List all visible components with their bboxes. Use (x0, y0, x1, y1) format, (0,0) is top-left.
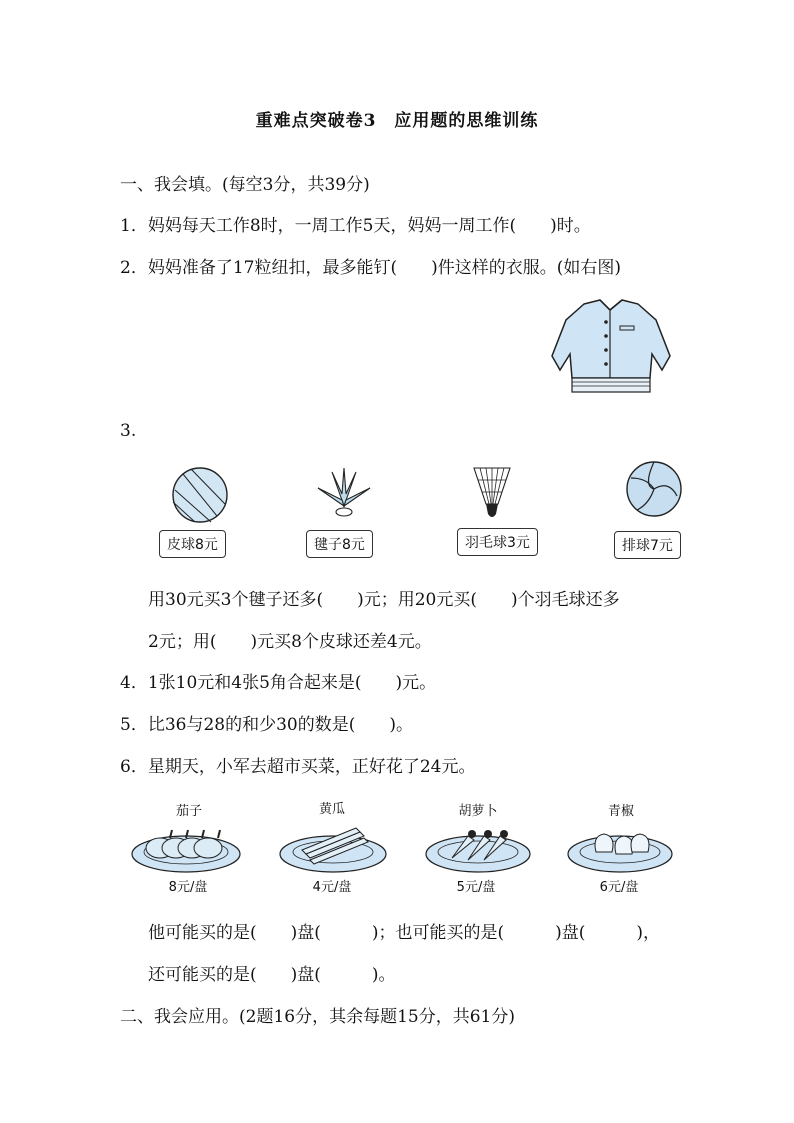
veg-name-carrot: 胡萝卜 (458, 804, 498, 819)
question-3-line-1: 用30元买3个毽子还多( )元；用20元买( )个羽毛球还多 (148, 590, 620, 610)
carrot-plate-image (424, 818, 532, 874)
question-6-line-1: 他可能买的是( )盘( )；也可能买的是( )盘( )， (148, 923, 661, 943)
veg-price-eggplant: 8元/盘 (168, 880, 208, 895)
eggplant-plate-image (130, 818, 242, 874)
pepper-plate-image (566, 818, 674, 874)
price-tag-badminton: 羽毛球3元 (457, 528, 538, 556)
question-3-label: 3. (120, 421, 137, 441)
question-3-line-2: 2元；用( )元买8个皮球还差4元。 (148, 632, 432, 652)
question-6: 6．星期天，小军去超市买菜，正好花了24元。 (120, 757, 476, 777)
ball-image (171, 466, 229, 524)
veg-name-eggplant: 茄子 (175, 804, 202, 819)
question-2: 2．妈妈准备了17粒纽扣，最多能钉( )件这样的衣服。(如右图) (120, 258, 621, 278)
cucumber-plate-image (278, 818, 388, 874)
veg-price-pepper: 6元/盘 (599, 880, 639, 895)
page-title: 重难点突破卷3 应用题的思维训练 (255, 111, 539, 131)
veg-name-pepper: 青椒 (607, 804, 634, 819)
shuttlecock-image (314, 466, 374, 522)
volleyball-image (625, 460, 683, 518)
question-4: 4．1张10元和4张5角合起来是( )元。 (120, 673, 437, 693)
price-tag-ball: 皮球8元 (159, 530, 226, 558)
veg-price-cucumber: 4元/盘 (312, 880, 352, 895)
section2-heading: 二、我会应用。(2题16分，其余每题15分，共61分) (120, 1007, 515, 1027)
price-tag-shuttlecock: 毽子8元 (306, 530, 373, 558)
badminton-image (470, 464, 514, 524)
question-5: 5．比36与28的和少30的数是( )。 (120, 715, 413, 735)
question-1: 1．妈妈每天工作8时，一周工作5天，妈妈一周工作( )时。 (120, 216, 591, 236)
question-6-line-2: 还可能买的是( )盘( )。 (148, 965, 396, 985)
veg-price-carrot: 5元/盘 (456, 880, 496, 895)
jacket-image (546, 296, 676, 400)
price-tag-volleyball: 排球7元 (614, 531, 681, 559)
section1-heading: 一、我会填。(每空3分，共39分) (120, 175, 370, 195)
veg-name-cucumber: 黄瓜 (318, 802, 345, 817)
